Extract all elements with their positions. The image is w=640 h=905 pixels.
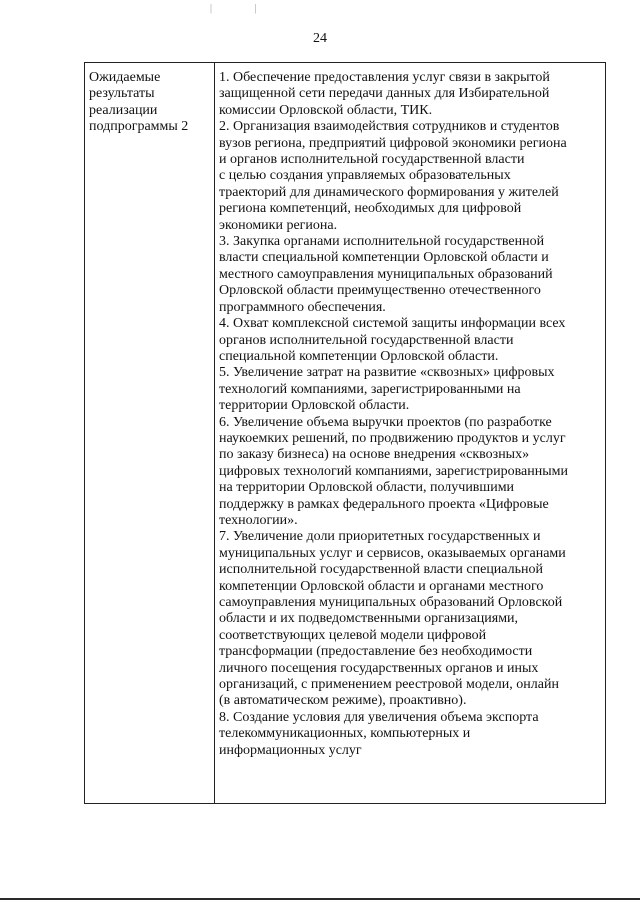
bottom-scan-rule: [0, 898, 640, 900]
content-line: поддержку в рамках федерального проекта «Цифровые: [219, 496, 549, 512]
content-line: телекоммуникационных, компьютерных и: [219, 726, 471, 742]
content-line: экономики региона.: [219, 217, 338, 233]
content-line: исполнительной государственной власти специальной: [219, 562, 543, 578]
label-line: результаты: [89, 86, 155, 102]
scan-marks: | |: [210, 3, 277, 14]
content-line: 6. Увеличение объема выручки проектов (по разработке: [219, 414, 552, 430]
content-line: специальной компетенции Орловской области.: [219, 348, 499, 364]
content-line: вузов региона, предприятий цифровой экономики региона: [219, 135, 567, 151]
row-label-cell: [85, 63, 215, 804]
content-line: самоуправления муниципальных образований Орловской: [219, 595, 563, 610]
content-line: на территории Орловской области, получившими: [219, 480, 515, 496]
content-line: 2. Организация взаимодействия сотрудников и студентов: [219, 119, 560, 135]
label-line: подпрограммы 2: [89, 119, 189, 135]
content-line: территории Орловской области.: [219, 398, 410, 414]
content-line: цифровых технологий компаниями, зарегистрированными: [219, 463, 568, 479]
content-line: 8. Создание условия для увеличения объема экспорта: [219, 709, 539, 725]
content-line: региона компетенций, необходимых для цифровой: [219, 201, 522, 217]
content-line: по заказу бизнеса) на основе внедрения «сквозных»: [219, 447, 530, 463]
content-line: наукоемких решений, по продвижению продуктов и услуг: [219, 430, 566, 446]
content-line: защищенной сети передачи данных для Избирательной: [219, 86, 550, 102]
content-line: и органов исполнительной государственной власти: [219, 152, 525, 168]
content-line: 5. Увеличение затрат на развитие «сквозных» цифровых: [219, 365, 555, 381]
content-line: трансформации (предоставление без необходимости: [219, 644, 533, 660]
content-line: 4. Охват комплексной системой защиты информации всех: [219, 316, 566, 332]
content-line: комиссии Орловской области, ТИК.: [219, 102, 433, 118]
content-line: Орловской области преимущественно отечественного: [219, 283, 541, 299]
content-line: 3. Закупка органами исполнительной государственной: [219, 234, 545, 250]
results-content-cell: [215, 63, 606, 804]
content-line: технологий компаниями, зарегистрированными на: [219, 381, 521, 397]
content-line: 7. Увеличение доли приоритетных государственных и: [219, 529, 541, 545]
content-line: власти специальной компетенции Орловской области и: [219, 250, 549, 266]
content-line: местного самоуправления муниципальных образований: [219, 266, 553, 282]
content-line: компетенции Орловской области и органами местного: [219, 578, 544, 594]
content-line: соответствующих целевой модели цифровой: [219, 627, 487, 643]
content-line: области и их подведомственными организациями,: [219, 611, 519, 627]
content-line: технологии».: [219, 512, 298, 528]
table-row: [85, 63, 606, 804]
content-line: программного обеспечения.: [219, 299, 386, 315]
content-line: траекторий для динамического формирования у жителей: [219, 184, 559, 200]
label-line: реализации: [89, 102, 158, 118]
content-line: личного посещения государственных органов и иных: [219, 660, 539, 676]
content-line: информационных услуг: [219, 742, 362, 758]
content-line: с целью создания управляемых образовательных: [219, 168, 511, 184]
page-number: 24: [313, 31, 327, 46]
content-line: муниципальных услуг и сервисов, оказываемых органами: [219, 545, 566, 561]
subprogram-results-table: [84, 62, 606, 804]
label-line: Ожидаемые: [89, 70, 161, 85]
content-line: (в автоматическом режиме), проактивно).: [219, 693, 467, 709]
content-line: органов исполнительной государственной власти: [219, 332, 514, 348]
content-line: 1. Обеспечение предоставления услуг связи в закрытой: [219, 70, 550, 85]
content-line: организаций, с применением реестровой модели, онлайн: [219, 677, 559, 693]
